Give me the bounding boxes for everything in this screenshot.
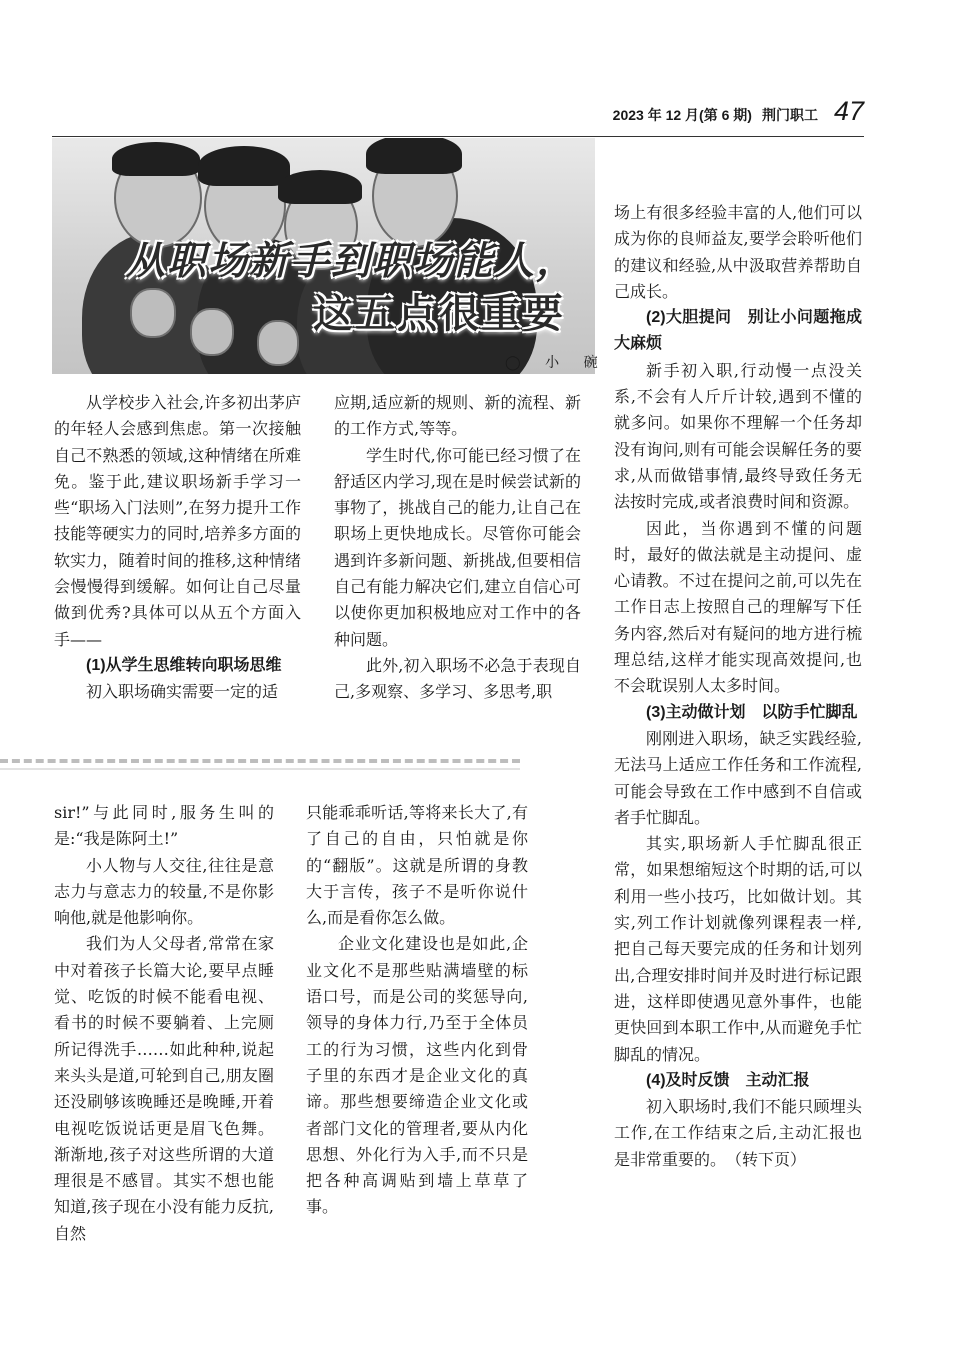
section-heading-2: (2)大胆提问 别让小问题拖成大麻烦 bbox=[614, 309, 862, 353]
author-byline: ◯ 小 碗 bbox=[505, 355, 608, 371]
paragraph: sir!”与此同时,服务生叫的是:“我是陈阿土!” bbox=[54, 803, 274, 849]
section-heading-4: (4)及时反馈 主动汇报 bbox=[646, 1071, 810, 1089]
column-1 bbox=[54, 390, 301, 706]
article-title bbox=[126, 236, 577, 340]
paragraph: 学生时代,你可能已经习惯了在舒适区内学习,现在是时候尝试新的事物了，挑战自己的能力,让自己在职场上更快地成长。尽管你可能会遇到许多新问题、新挑战,但要相信自己有能力解决它们,建立自信心可以使你更加积极地应对工作中的各种问题。 bbox=[334, 445, 581, 649]
section-heading-3: (3)主动做计划 以防手忙脚乱 bbox=[646, 703, 858, 721]
header-rule bbox=[52, 136, 864, 137]
person-3-hair bbox=[278, 170, 362, 204]
paragraph: 因此，当你遇到不懂的问题时，最好的做法就是主动提问、虚心请教。不过在提问之前,可以先在工作日志上按照自己的理解写下任务内容,然后对有疑问的地方进行梳理总结,这样才能实现高效提问,也不会耽误别人太多时间。 bbox=[614, 518, 862, 696]
paragraph: 其实,职场新人手忙脚乱很正常，如果想缩短这个时期的话,可以利用一些小技巧，比如做计划。其实,列工作计划就像列课程表一样,把自己每天要完成的任务和计划列出,合理安排时间并及时进行标记跟进，这样即使遇见意外事件，也能更快回到本职工作中,从而避免手忙脚乱的情况。 bbox=[614, 834, 862, 1064]
section-heading-1: (1)从学生思维转向职场思维 bbox=[86, 656, 282, 674]
paragraph: 我们为人父母者,常常在家中对着孩子长篇大论,要早点睡觉、吃饭的时候不能看电视、看书的时候不要躺着、上完厕所记得洗手……如此种种,说起来头头是道,可轮到自己,朋友圈还没刷够该晚睡还是晚睡,开着电视吃饭说话更是眉飞色舞。渐渐地,孩子对这些所谓的大道理很是不感冒。其实不想也能知道,孩子现在小没有能力反抗,自然 bbox=[54, 934, 274, 1243]
continued-note: （转下页） bbox=[734, 1149, 807, 1169]
column-5 bbox=[306, 800, 528, 1221]
column-3 bbox=[614, 200, 862, 1173]
title-line-2: 这五点很重要 bbox=[313, 291, 565, 337]
section-separator bbox=[0, 759, 520, 763]
paragraph-last bbox=[614, 1094, 862, 1173]
paragraph: 此外,初入职场不必急于表现自己,多观察、多学习、多思考,职 bbox=[334, 655, 581, 702]
person-1-hair bbox=[112, 142, 200, 176]
paragraph-text: 初入职场时,我们不能只顾埋头工作,在工作结束之后,主动汇报也是非常重要的。 bbox=[614, 1097, 862, 1169]
page-number: 47 bbox=[833, 96, 864, 126]
paragraph: 刚刚进入职场，缺乏实践经验,无法马上适应工作任务和工作流程,可能会导致在工作中感到不自信或者手忙脚乱。 bbox=[614, 728, 862, 827]
paragraph: 从学校步入社会,许多初出茅庐的年轻人会感到焦虑。第一次接触自己不熟悉的领域,这种情绪在所难免。鉴于此,建议职场新手学习一些“职场入门法则”,在努力提升工作技能等硬实力的同时,培养多方面的软实力，随着时间的推移,这种情绪会慢慢得到缓解。如何让自己尽量做到优秀?具体可以从五个方面入手—— bbox=[54, 393, 301, 649]
column-4 bbox=[54, 800, 274, 1247]
page-header bbox=[613, 96, 864, 127]
paragraph: 企业文化建设也是如此,企业文化不是那些贴满墙壁的标语口号，而是公司的奖惩导向,领导的身体力行,乃至于全体员工的行为习惯，这些内化到骨子里的东西才是企业文化的真谛。那些想要缔造企业文化或者部门文化的管理者,要从内化思想、外化行为入手,而不只是把各种高调贴到墙上草草了事。 bbox=[306, 934, 528, 1217]
paragraph: 初入职场确实需要一定的适 bbox=[86, 682, 279, 702]
paragraph: 小人物与人交往,往往是意志力与意志力的较量,不是你影响他,就是他影响你。 bbox=[54, 855, 274, 928]
paragraph: 只能乖乖听话,等将来长大了,有了自己的自由，只怕就是你的“翻版”。这就是所谓的身教大于言传，孩子不是听你说什么,而是看你怎么做。 bbox=[306, 803, 528, 928]
issue-date: 2023 年 12 月(第 6 期) bbox=[612, 107, 752, 123]
paragraph: 应期,适应新的规则、新的流程、新的工作方式,等等。 bbox=[334, 393, 581, 439]
magazine-name: 荆门职工 bbox=[761, 107, 818, 123]
column-2 bbox=[334, 390, 581, 706]
paragraph: 场上有很多经验丰富的人,他们可以成为你的良师益友,要学会聆听他们的建议和经验,从中汲取营养帮助自己成长。 bbox=[614, 203, 862, 301]
person-2-hair bbox=[198, 146, 290, 186]
paragraph: 新手初入职,行动慢一点没关系,不会有人斤斤计较,遇到不懂的就多问。如果你不理解一个任务却没有询问,则有可能会误解任务的要求,从而做错事情,最终导致任务无法按时完成,或者浪费时间和资源。 bbox=[614, 360, 862, 512]
person-4-hair bbox=[366, 138, 462, 174]
article-banner bbox=[52, 138, 595, 374]
title-line-1: 从职场新手到职场能人， bbox=[125, 239, 577, 284]
section-separator-line bbox=[0, 768, 520, 770]
